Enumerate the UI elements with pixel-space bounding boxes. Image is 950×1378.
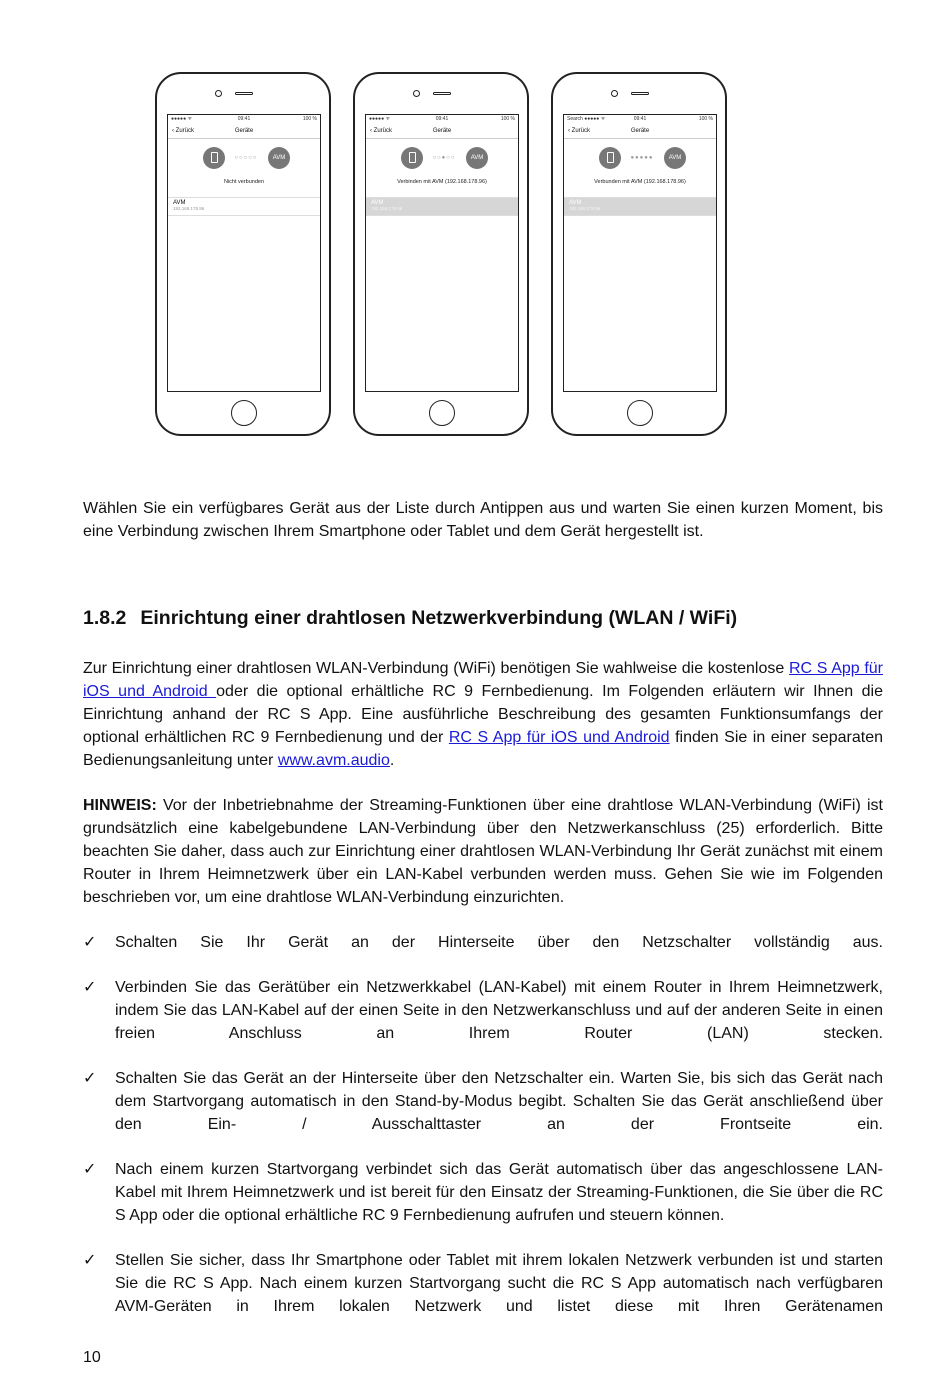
checklist-item [83, 1249, 883, 1318]
checkmark-icon: ✓ [83, 1070, 97, 1087]
connection-status: Nicht verbunden [223, 179, 265, 185]
connection-panel [168, 139, 320, 198]
nav-bar [564, 124, 716, 139]
checklist-text: Nach einem kurzen Startvorgang verbindet sich das Gerät automatisch über das angeschlossene LAN-Kabel mit Ihrem Heimnetzwerk und ist bereit für den Einsatz der Streaming-Funktionen, die Sie über die RC S App oder die optional erhältliche RC 9 Fernbedienung aufrufen und steuern können. [115, 1161, 883, 1224]
setup-text-3: finden Sie in einer separaten Bedienungsanleitung unter [83, 729, 884, 769]
back-label: Zurück [373, 128, 393, 134]
checklist-item [83, 1067, 883, 1136]
checkmark-icon: ✓ [83, 979, 97, 996]
device-list-item[interactable] [564, 198, 716, 216]
home-button [231, 400, 257, 426]
checkmark-icon: ✓ [83, 1161, 97, 1178]
checklist-item [83, 1158, 883, 1227]
signal-indicator: ●●●●● ᯤ [369, 116, 391, 122]
camera-icon [611, 90, 618, 97]
signal-indicator: Search ●●●●● ᯤ [567, 116, 606, 122]
setup-text-1: Zur Einrichtung einer drahtlosen WLAN-Verbindung (WiFi) benötigen Sie wahlweise die kostenlose [83, 660, 789, 677]
smartphone-icon [203, 147, 225, 169]
earpiece-icon [235, 92, 253, 95]
earpiece-icon [433, 92, 451, 95]
avm-website-link[interactable]: www.avm.audio [277, 752, 390, 769]
back-label: Zurück [571, 128, 591, 134]
back-button[interactable]: ‹ Zurück [370, 128, 393, 134]
rc-s-app-link[interactable]: RC S App für iOS und Android [83, 660, 884, 700]
intro-paragraph: Wählen Sie ein verfügbares Gerät aus der Liste durch Antippen aus und warten Sie einen kurzen Moment, bis eine Verbindung zwischen Ihrem Smartphone oder Tablet und dem Gerät hergestellt ist. [83, 500, 883, 540]
checklist-item [83, 976, 883, 1045]
clock: 09:41 [435, 116, 449, 122]
phone-illustrations [155, 72, 755, 442]
back-label: Zurück [175, 128, 195, 134]
section-number: 1.8.2 [83, 607, 127, 629]
device-name: AVM [173, 200, 186, 206]
connection-panel [366, 139, 518, 198]
phone-screen [365, 114, 519, 392]
checklist-text: Schalten Sie Ihr Gerät an der Hinterseite über den Netzschalter vollständig aus. [115, 934, 883, 951]
checkmark-icon: ✓ [83, 934, 97, 951]
signal-indicator: ●●●●● ᯤ [171, 116, 193, 122]
battery-indicator: 100 % [302, 116, 317, 122]
connection-dots: ○○●○○ [432, 155, 456, 161]
nav-bar [366, 124, 518, 139]
phone-mockup-1 [155, 72, 331, 436]
device-list-item[interactable] [366, 198, 518, 216]
nav-title: Geräte [630, 128, 650, 134]
status-bar [366, 115, 518, 124]
device-name: AVM [569, 200, 582, 206]
avm-logo-icon: AVM [268, 147, 290, 169]
status-bar [564, 115, 716, 124]
battery-indicator: 100 % [500, 116, 515, 122]
checklist-text: Schalten Sie das Gerät an der Hinterseite über den Netzschalter ein. Warten Sie, bis sich das Gerät nach dem Startvorgang automatisch in den Stand-by-Modus begibt. Schalten Sie das Gerät anschließend über den Ein- / Ausschalttaster an der Frontseite ein. [115, 1070, 883, 1133]
avm-logo-icon: AVM [664, 147, 686, 169]
connection-status: Verbunden mit AVM (192.168.178.96) [594, 179, 686, 185]
clock: 09:41 [633, 116, 647, 122]
checkmark-icon: ✓ [83, 1252, 97, 1269]
note-label: HINWEIS: [83, 797, 157, 814]
checklist-text: Verbinden Sie das Gerätüber ein Netzwerkkabel (LAN-Kabel) mit einem Router in Ihrem Heimnetzwerk, indem Sie das LAN-Kabel auf der einen Seite in den Netzwerkanschluss und auf der anderen Seite in einen freien Anschluss an Ihrem Router (LAN) stecken. [115, 979, 883, 1042]
status-bar [168, 115, 320, 124]
connection-panel [564, 139, 716, 198]
home-button [627, 400, 653, 426]
phone-screen [563, 114, 717, 392]
smartphone-icon [599, 147, 621, 169]
connection-status: Verbinden mit AVM (192.168.178.96) [397, 179, 487, 185]
avm-logo-icon: AVM [466, 147, 488, 169]
connection-dots: ●●●●● [630, 155, 654, 161]
page-number: 10 [83, 1349, 101, 1366]
device-ip: 192.168.178.96 [569, 206, 601, 211]
smartphone-icon [401, 147, 423, 169]
nav-bar [168, 124, 320, 139]
back-button[interactable]: ‹ Zurück [172, 128, 195, 134]
camera-icon [413, 90, 420, 97]
battery-indicator: 100 % [698, 116, 713, 122]
camera-icon [215, 90, 222, 97]
phone-mockup-3 [551, 72, 727, 436]
note-paragraph [83, 794, 883, 909]
device-ip: 192.168.178.96 [173, 206, 205, 211]
setup-paragraph [83, 657, 883, 772]
section-heading [83, 607, 737, 630]
setup-text-4: . [389, 752, 395, 769]
phone-mockup-2 [353, 72, 529, 436]
checklist-text: Stellen Sie sicher, dass Ihr Smartphone oder Tablet mit ihrem lokalen Netzwerk verbunden ist und starten Sie die RC S App. Nach einem kurzen Startvorgang sucht die RC S App automatisch nach verfügbaren AVM-Geräten in Ihrem lokalen Netzwerk und listet diese mit Ihren Gerätenamen [115, 1252, 883, 1315]
earpiece-icon [631, 92, 649, 95]
phone-screen [167, 114, 321, 392]
nav-title: Geräte [234, 128, 254, 134]
rc-s-app-link-2[interactable]: RC S App für iOS und Android [448, 729, 670, 746]
home-button [429, 400, 455, 426]
back-button[interactable]: ‹ Zurück [568, 128, 591, 134]
nav-title: Geräte [432, 128, 452, 134]
clock: 09:41 [237, 116, 251, 122]
section-title: Einrichtung einer drahtlosen Netzwerkverbindung (WLAN / WiFi) [140, 607, 738, 629]
device-name: AVM [371, 200, 384, 206]
setup-text-2: oder die optional erhältliche RC 9 Fernbedienung. Im Folgenden erläutern wir Ihnen die Einrichtung anhand der RC S App. Eine ausführliche Beschreibung des gesamten Funktionsumfangs der optional erhältlichen RC 9 Fernbedienung und der [83, 683, 884, 746]
note-text: Vor der Inbetriebnahme der Streaming-Funktionen über eine drahtlose WLAN-Verbindung (WiFi) ist grundsätzlich eine kabelgebundene LAN-Verbindung über den Netzwerkanschluss (25) erforderlich. Bitte beachten Sie daher, dass auch zur Einrichtung einer drahtlosen WLAN-Verbindung Ihr Gerät zunächst mit einem Router in Ihrem Heimnetzwerk über ein LAN-Kabel verbunden werden muss. Gehen Sie wie im Folgenden beschrieben vor, um eine drahtlose WLAN-Verbindung einzurichten. [83, 797, 883, 906]
checklist-item [83, 931, 883, 954]
device-ip: 192.168.178.96 [371, 206, 403, 211]
connection-dots: ○○○○○ [234, 155, 258, 161]
device-list-item[interactable] [168, 198, 320, 216]
